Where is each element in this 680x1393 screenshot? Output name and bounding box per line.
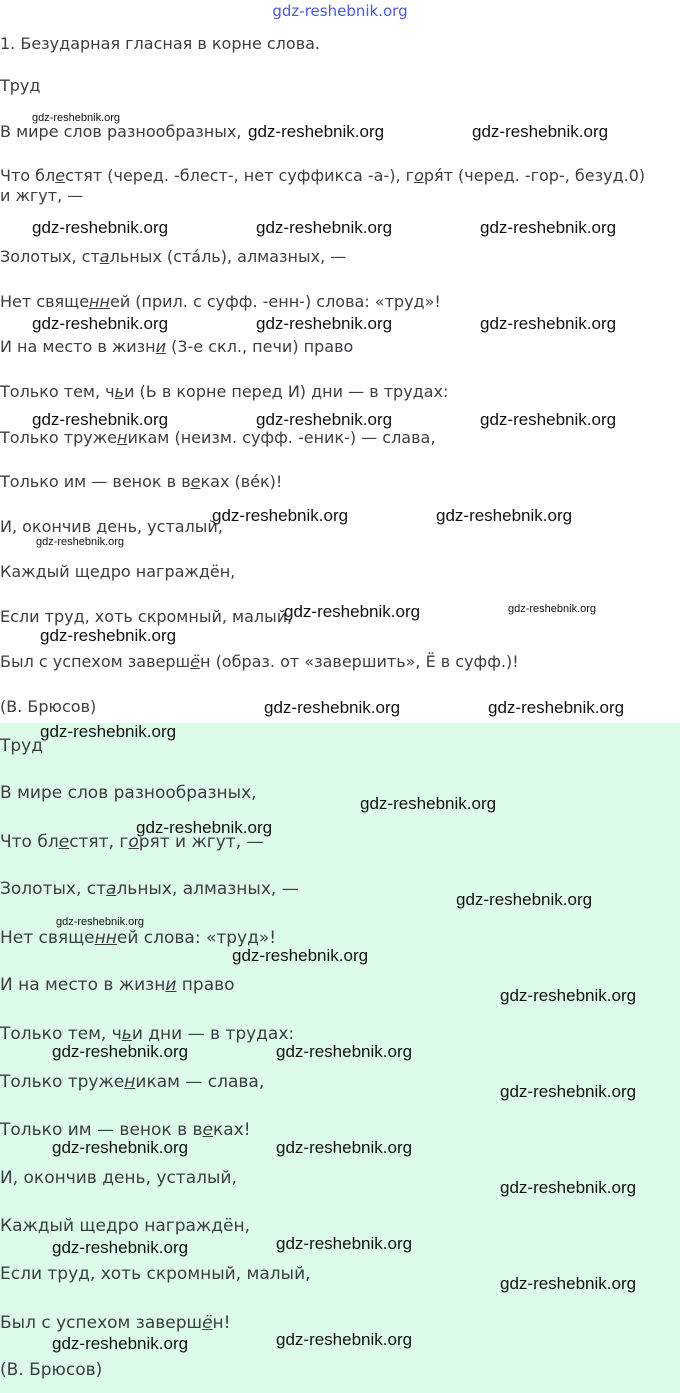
highlighted-letter: е [202, 1120, 213, 1140]
watermark: gdz-reshebnik.org [52, 1238, 189, 1257]
text-segment: Каждый щедро награждён, [0, 1216, 250, 1236]
watermark: gdz-reshebnik.org [480, 218, 617, 237]
text-line [0, 34, 320, 54]
highlighted-letter: ь [121, 1024, 132, 1044]
text-line [0, 1024, 294, 1044]
text-segment: 1. Безударная гласная в корне слова. [0, 34, 321, 53]
highlighted-letter: н [124, 1072, 136, 1092]
text-segment: Был с успехом заверш [0, 652, 191, 671]
watermark: gdz-reshebnik.org [472, 122, 609, 141]
text-line [0, 562, 235, 582]
highlighted-letter: и [155, 337, 167, 356]
watermark: gdz-reshebnik.org [256, 314, 393, 333]
watermark: gdz-reshebnik.org [32, 314, 169, 333]
highlighted-letter: ь [114, 382, 125, 401]
text-line [0, 783, 257, 803]
text-segment: (В. Брюсов) [0, 1360, 103, 1380]
text-segment: В мире слов разнообразных, [0, 122, 242, 141]
text-line [0, 697, 96, 717]
watermark: gdz-reshebnik.org [248, 122, 385, 141]
highlighted-letter: а [99, 247, 110, 266]
text-segment: ках (ве́к)! [200, 472, 283, 491]
text-line [0, 652, 519, 672]
text-segment: В мире слов разнообразных, [0, 783, 257, 803]
text-line [0, 76, 40, 96]
text-line [0, 736, 43, 756]
text-segment: ках! [213, 1120, 251, 1140]
text-segment: Золотых, ст [0, 879, 107, 899]
text-segment: ей (прил. с суфф. -енн-) слова: «труд»! [109, 292, 441, 311]
text-line [0, 247, 346, 267]
text-segment: льных, алмазных, — [116, 879, 299, 899]
highlighted-letter: и [165, 975, 177, 995]
text-segment: Только им — венок в в [0, 1120, 203, 1140]
text-segment: (В. Брюсов) [0, 697, 97, 716]
text-segment: Был с успехом заверш [0, 1313, 203, 1333]
text-line [0, 337, 353, 357]
highlighted-letter: нн [89, 292, 110, 311]
watermark: gdz-reshebnik.org [500, 1274, 637, 1293]
highlighted-letter: а [106, 879, 117, 899]
watermark: gdz-reshebnik.org [508, 603, 597, 615]
watermark: gdz-reshebnik.org [500, 1082, 637, 1101]
watermark: gdz-reshebnik.org [32, 410, 169, 429]
text-segment: льных (ста́ль), алмазных, — [109, 247, 347, 266]
text-segment: ей слова: «труд»! [116, 928, 277, 948]
watermark: gdz-reshebnik.org [276, 1234, 413, 1253]
text-line [0, 517, 223, 537]
text-segment: ря́т (черед. -гор-, безуд.0) и жгут, — [0, 166, 646, 205]
text-segment: н! [212, 1313, 231, 1333]
text-segment: право [176, 975, 235, 995]
text-line [0, 1313, 230, 1333]
text-segment: Если труд, хоть скромный, малый, [0, 1264, 311, 1284]
text-line [0, 428, 435, 448]
watermark: gdz-reshebnik.org [276, 1138, 413, 1157]
text-segment: Что бл [0, 166, 56, 185]
watermark: gdz-reshebnik.org [52, 1334, 189, 1353]
watermark: gdz-reshebnik.org [256, 410, 393, 429]
watermark: gdz-reshebnik.org [40, 722, 177, 741]
watermark: gdz-reshebnik.org [56, 916, 145, 928]
highlighted-letter: е [58, 832, 70, 852]
watermark: gdz-reshebnik.org [40, 626, 177, 645]
watermark: gdz-reshebnik.org [500, 1178, 637, 1197]
text-segment: и дни — в трудах: [131, 1024, 295, 1044]
text-segment: Если труд, хоть скромный, малый, [0, 607, 293, 626]
text-line [0, 472, 282, 492]
watermark: gdz-reshebnik.org [480, 314, 617, 333]
text-segment: Труд [0, 76, 41, 95]
text-segment: Каждый щедро награждён, [0, 562, 236, 581]
text-line [0, 382, 448, 402]
highlighted-letter: о [414, 166, 424, 185]
text-segment: И, окончив день, усталый, [0, 517, 223, 536]
text-segment: икам — слава, [135, 1072, 265, 1092]
watermark: gdz-reshebnik.org [136, 818, 273, 837]
watermark: gdz-reshebnik.org [264, 698, 401, 717]
watermark: gdz-reshebnik.org [488, 698, 625, 717]
text-line [0, 1216, 250, 1236]
watermark: gdz-reshebnik.org [212, 506, 349, 525]
watermark: gdz-reshebnik.org [232, 946, 369, 965]
text-line [0, 1360, 102, 1380]
watermark: gdz-reshebnik.org [32, 112, 121, 124]
watermark: gdz-reshebnik.org [256, 218, 393, 237]
watermark: gdz-reshebnik.org [360, 794, 497, 813]
highlighted-letter: о [128, 832, 139, 852]
watermark: gdz-reshebnik.org [284, 602, 421, 621]
watermark: gdz-reshebnik.org [32, 218, 169, 237]
text-segment: Золотых, ст [0, 247, 100, 266]
watermark: gdz-reshebnik.org [436, 506, 573, 525]
text-segment: Только тем, ч [0, 382, 115, 401]
text-segment: н (образ. от «завершить», Ё в суфф.)! [200, 652, 519, 671]
watermark: gdz-reshebnik.org [36, 536, 125, 548]
text-segment: Нет свяще [0, 928, 95, 948]
text-segment: И, окончив день, усталый, [0, 1168, 237, 1188]
text-segment: Труд [0, 736, 43, 756]
text-line [0, 975, 235, 995]
highlighted-letter: е [55, 166, 66, 185]
text-segment: рят и жгут, — [138, 832, 264, 852]
text-line [0, 1072, 264, 1092]
watermark: gdz-reshebnik.org [500, 986, 637, 1005]
text-segment: Только тем, ч [0, 1024, 122, 1044]
text-segment: стят, г [69, 832, 129, 852]
text-segment: Нет свяще [0, 292, 90, 311]
highlighted-letter: н [116, 428, 128, 447]
text-segment: И на место в жизн [0, 975, 166, 995]
text-segment: икам (неизм. суфф. -еник-) — слава, [127, 428, 436, 447]
watermark: gdz-reshebnik.org [52, 1138, 189, 1157]
text-line [0, 166, 660, 206]
text-segment: Что бл [0, 832, 59, 852]
text-segment: Только труже [0, 1072, 125, 1092]
highlighted-letter: ё [190, 652, 201, 671]
text-segment: и (Ь в корне перед И) дни — в трудах: [124, 382, 449, 401]
text-segment: И на место в жизн [0, 337, 156, 356]
text-segment: стят (черед. -блест-, нет суффикса -а-), г [65, 166, 415, 185]
highlighted-letter: ё [202, 1313, 213, 1333]
text-line [0, 879, 299, 899]
text-line [0, 1120, 251, 1140]
watermark: gdz-reshebnik.org [480, 410, 617, 429]
highlighted-letter: нн [94, 928, 117, 948]
text-segment: Только труже [0, 428, 117, 447]
text-segment: Только им — венок в в [0, 472, 191, 491]
text-line [0, 928, 276, 948]
text-line [0, 1168, 237, 1188]
site-link[interactable]: gdz-reshebnik.org [272, 2, 408, 20]
text-line [0, 607, 292, 627]
text-line [0, 292, 441, 312]
highlighted-letter: е [190, 472, 201, 491]
watermark: gdz-reshebnik.org [276, 1330, 413, 1349]
text-line [0, 122, 241, 142]
watermark: gdz-reshebnik.org [52, 1042, 189, 1061]
text-line [0, 1264, 311, 1284]
watermark: gdz-reshebnik.org [456, 890, 593, 909]
watermark: gdz-reshebnik.org [276, 1042, 413, 1061]
text-segment: (3-е скл., печи) право [166, 337, 354, 356]
